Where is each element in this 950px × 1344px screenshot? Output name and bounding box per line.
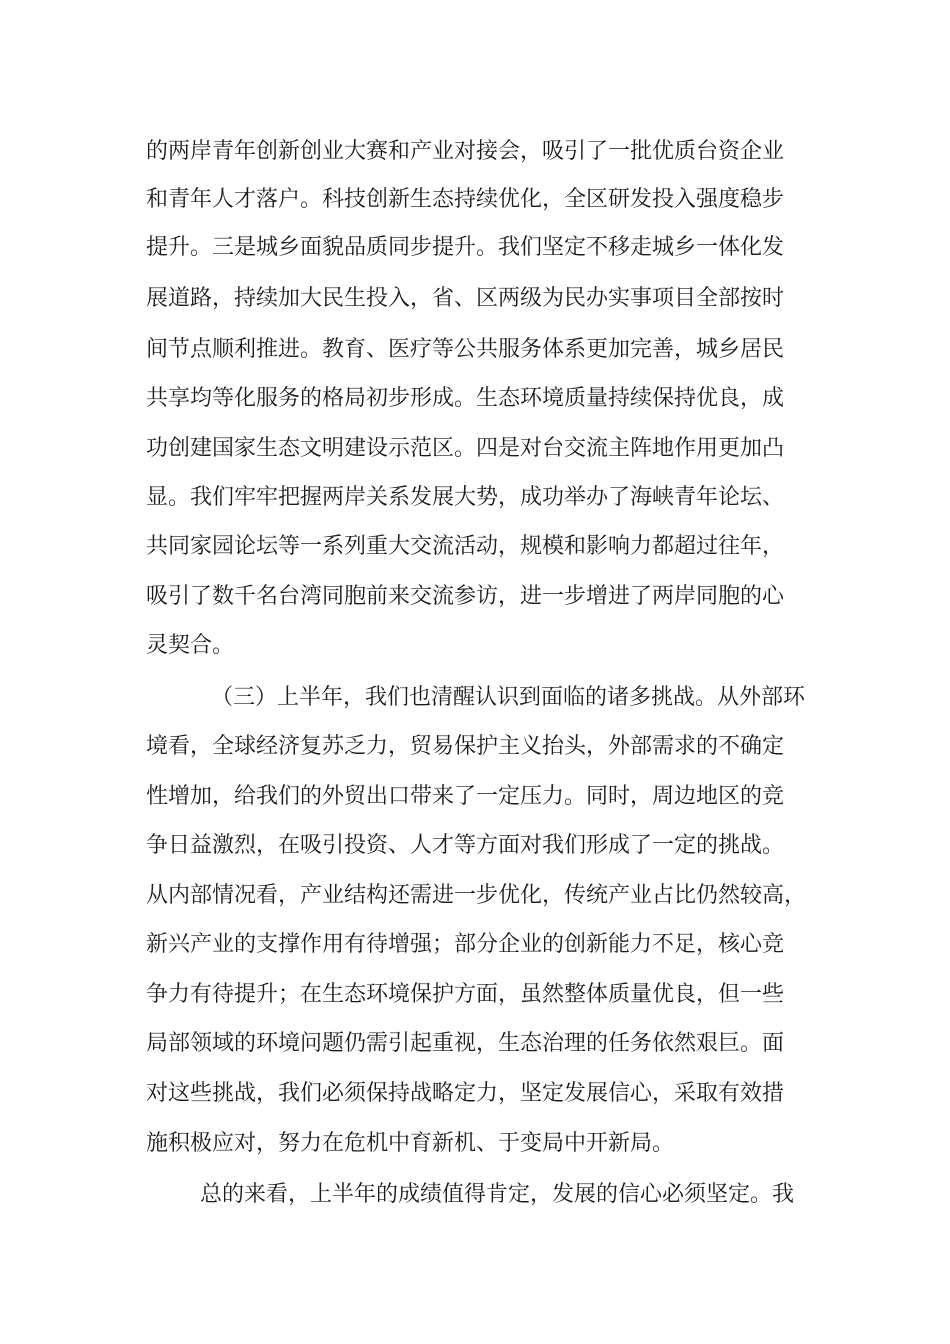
text-line: 灵契合。 xyxy=(146,633,235,658)
text-line: 从内部情况看，产业结构还需进一步优化，传统产业占比仍然较高， xyxy=(146,883,807,908)
text-line: 争力有待提升；在生态环境保护方面，虽然整体质量优良，但一些 xyxy=(146,982,785,1007)
text-line: 共同家园论坛等一系列重大交流活动，规模和影响力都超过往年， xyxy=(146,534,785,559)
text-line: 间节点顺利推进。教育、医疗等公共服务体系更加完善，城乡居民 xyxy=(146,337,785,362)
text-line: 的两岸青年创新创业大赛和产业对接会，吸引了一批优质台资企业 xyxy=(146,139,785,164)
text-line: 共享均等化服务的格局初步形成。生态环境质量持续保持优良，成 xyxy=(146,386,785,411)
text-line: 提升。三是城乡面貌品质同步提升。我们坚定不移走城乡一体化发 xyxy=(146,235,785,260)
text-line: 对这些挑战，我们必须保持战略定力，坚定发展信心，采取有效措 xyxy=(146,1081,785,1106)
paragraph-first-line: （三）上半年，我们也清醒认识到面临的诸多挑战。从外部环 xyxy=(211,685,806,710)
paragraph-first-line: 总的来看，上半年的成绩值得肯定，发展的信心必须坚定。我 xyxy=(200,1182,795,1207)
text-line: 新兴产业的支撑作用有待增强；部分企业的创新能力不足，核心竞 xyxy=(146,932,785,957)
text-line: 境看，全球经济复苏乏力，贸易保护主义抬头，外部需求的不确定 xyxy=(146,734,785,759)
text-line: 性增加，给我们的外贸出口带来了一定压力。同时，周边地区的竞 xyxy=(146,784,785,809)
text-line: 功创建国家生态文明建设示范区。四是对台交流主阵地作用更加凸 xyxy=(146,436,785,461)
text-line: 争日益激烈，在吸引投资、人才等方面对我们形成了一定的挑战。 xyxy=(146,833,785,858)
text-line: 显。我们牢牢把握两岸关系发展大势，成功举办了海峡青年论坛、 xyxy=(146,485,785,510)
text-line: 施积极应对，努力在危机中育新机、于变局中开新局。 xyxy=(146,1131,675,1156)
text-line: 展道路，持续加大民生投入，省、区两级为民办实事项目全部按时 xyxy=(146,286,785,311)
text-line: 和青年人才落户。科技创新生态持续优化，全区研发投入强度稳步 xyxy=(146,187,785,212)
text-line: 局部领域的环境问题仍需引起重视，生态治理的任务依然艰巨。面 xyxy=(146,1031,785,1056)
text-line: 吸引了数千名台湾同胞前来交流参访，进一步增进了两岸同胞的心 xyxy=(146,584,785,609)
